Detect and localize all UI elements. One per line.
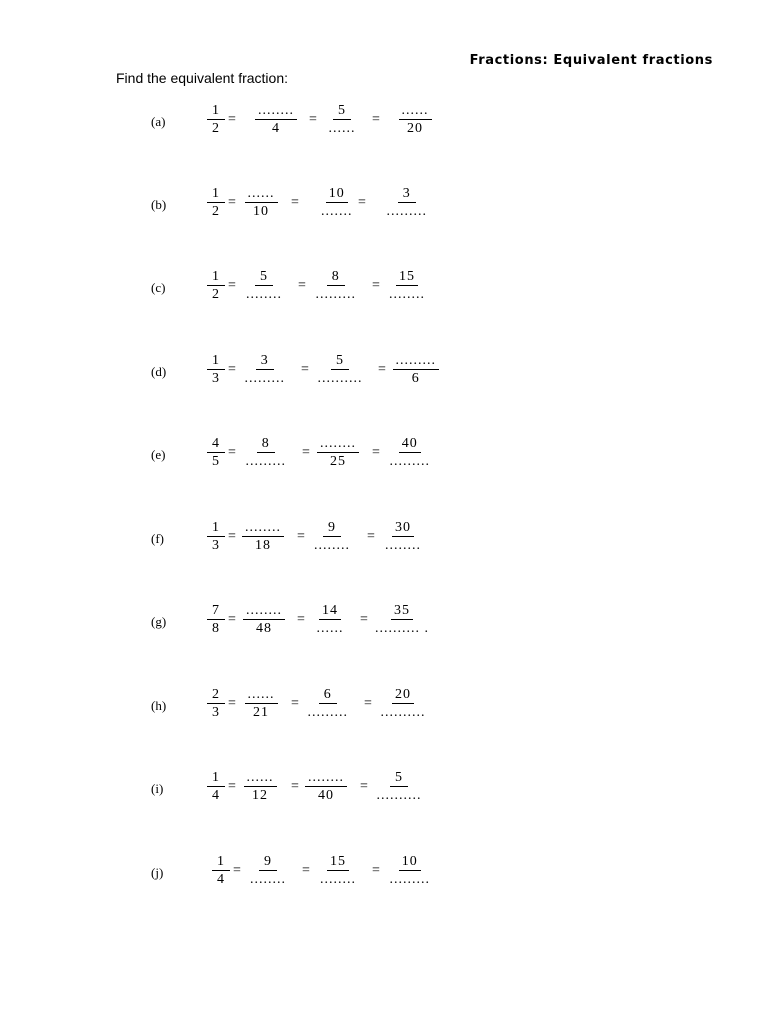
denominator[interactable]: ........	[389, 287, 425, 302]
denominator[interactable]: ......	[316, 621, 344, 636]
numerator[interactable]: ......	[245, 185, 278, 203]
denominator[interactable]: .........	[389, 872, 430, 887]
exercise-row	[0, 769, 768, 809]
numerator: 5	[331, 352, 349, 370]
denominator: 4	[272, 121, 280, 136]
numerator: 15	[327, 853, 349, 871]
equivalent-fraction	[378, 686, 429, 721]
worksheet-title: Fractions: Equivalent fractions	[469, 53, 713, 68]
numerator: 2	[207, 686, 225, 704]
equivalent-fraction	[247, 853, 289, 888]
exercise-label: (b)	[151, 197, 167, 212]
equivalent-fraction	[245, 185, 278, 220]
equals-sign: =	[360, 779, 368, 794]
exercise-row	[0, 435, 768, 475]
equals-sign: =	[372, 278, 380, 293]
denominator: 6	[411, 371, 420, 386]
numerator: 30	[392, 519, 414, 537]
numerator: 1	[207, 268, 225, 286]
equals-sign: =	[372, 445, 380, 460]
numerator: 9	[259, 853, 277, 871]
equals-sign: =	[228, 195, 236, 210]
given-fraction	[207, 352, 225, 387]
equals-sign: =	[298, 278, 306, 293]
equals-sign: =	[378, 362, 386, 377]
given-fraction	[207, 268, 225, 303]
denominator: 4	[217, 872, 225, 887]
equals-sign: =	[372, 112, 380, 127]
denominator: 3	[212, 538, 220, 553]
equals-sign: =	[228, 362, 236, 377]
given-fraction	[207, 435, 225, 470]
denominator: 2	[212, 287, 220, 302]
equals-sign: =	[358, 195, 366, 210]
equivalent-fraction	[243, 268, 285, 303]
denominator[interactable]: .........	[244, 371, 285, 386]
numerator: 4	[207, 435, 225, 453]
numerator[interactable]: ........	[242, 519, 284, 537]
exercise-row	[0, 185, 768, 225]
numerator: 1	[207, 185, 225, 203]
denominator: 3	[212, 705, 220, 720]
denominator[interactable]: ..........	[376, 788, 422, 803]
denominator: 3	[212, 371, 220, 386]
denominator[interactable]: .........	[389, 454, 430, 469]
numerator: 8	[327, 268, 345, 286]
denominator: 12	[252, 788, 268, 803]
numerator: 40	[399, 435, 421, 453]
numerator: 3	[398, 185, 416, 203]
equivalent-fraction	[305, 769, 347, 804]
denominator: 40	[318, 788, 334, 803]
numerator: 20	[392, 686, 414, 704]
exercise-row	[0, 853, 768, 893]
denominator: 21	[253, 705, 269, 720]
equivalent-fraction	[315, 352, 366, 387]
equals-sign: =	[309, 112, 317, 127]
numerator: 35	[391, 602, 413, 620]
instruction-text: Find the equivalent fraction:	[116, 70, 288, 86]
equivalent-fraction	[318, 185, 356, 220]
exercise-label: (j)	[151, 865, 164, 880]
given-fraction	[207, 769, 225, 804]
equivalent-fraction	[243, 435, 290, 470]
numerator: 15	[396, 268, 418, 286]
equals-sign: =	[228, 445, 236, 460]
numerator: 5	[255, 268, 273, 286]
equivalent-fraction	[244, 769, 277, 804]
equals-sign: =	[291, 195, 299, 210]
exercise-label: (a)	[151, 114, 166, 129]
denominator[interactable]: .........	[307, 705, 348, 720]
denominator: 18	[255, 538, 271, 553]
numerator[interactable]: ........	[255, 102, 297, 120]
exercise-label: (g)	[151, 614, 167, 629]
given-fraction	[212, 853, 230, 888]
equivalent-fraction	[374, 769, 425, 804]
numerator[interactable]: ........	[305, 769, 347, 787]
given-fraction	[207, 519, 225, 554]
equals-sign: =	[228, 529, 236, 544]
numerator: 10	[399, 853, 421, 871]
denominator: 2	[212, 121, 220, 136]
denominator[interactable]: ........	[314, 538, 350, 553]
numerator: 8	[257, 435, 275, 453]
exercise-row	[0, 268, 768, 308]
numerator: 3	[256, 352, 274, 370]
equivalent-fraction	[317, 853, 359, 888]
equivalent-fraction	[399, 102, 432, 137]
equivalent-fraction	[387, 853, 434, 888]
exercise-row	[0, 352, 768, 392]
numerator: 1	[207, 769, 225, 787]
numerator: 5	[333, 102, 351, 120]
equivalent-fraction	[386, 268, 428, 303]
given-fraction	[207, 102, 225, 137]
numerator: 1	[207, 352, 225, 370]
equals-sign: =	[364, 696, 372, 711]
equivalent-fraction	[242, 519, 284, 554]
denominator[interactable]: ........	[250, 872, 286, 887]
exercise-row	[0, 102, 768, 142]
numerator[interactable]: ........	[317, 435, 359, 453]
numerator[interactable]: ......	[399, 102, 432, 120]
equivalent-fraction	[384, 185, 431, 220]
denominator: 10	[253, 204, 269, 219]
denominator: 8	[212, 621, 220, 636]
equals-sign: =	[302, 863, 310, 878]
exercise-label: (d)	[151, 364, 167, 379]
equivalent-fraction	[317, 435, 359, 470]
equivalent-fraction	[314, 602, 347, 637]
denominator[interactable]: ........	[320, 872, 356, 887]
exercise-label: (f)	[151, 531, 164, 546]
equals-sign: =	[228, 696, 236, 711]
numerator: 7	[207, 602, 225, 620]
exercise-row	[0, 519, 768, 559]
denominator[interactable]: ..........	[380, 705, 426, 720]
equivalent-fraction	[372, 602, 432, 637]
equals-sign: =	[228, 779, 236, 794]
equals-sign: =	[233, 863, 241, 878]
equals-sign: =	[228, 612, 236, 627]
equals-sign: =	[360, 612, 368, 627]
equals-sign: =	[291, 779, 299, 794]
denominator: 48	[256, 621, 272, 636]
equals-sign: =	[228, 278, 236, 293]
denominator[interactable]: ........	[246, 287, 282, 302]
exercise-label: (e)	[151, 447, 166, 462]
denominator[interactable]: .........	[315, 287, 356, 302]
denominator[interactable]: .........	[386, 204, 427, 219]
given-fraction	[207, 686, 225, 721]
denominator[interactable]: ..........	[317, 371, 363, 386]
numerator: 5	[390, 769, 408, 787]
denominator[interactable]: .........	[245, 454, 286, 469]
equals-sign: =	[297, 612, 305, 627]
denominator[interactable]: .......	[321, 204, 353, 219]
equals-sign: =	[228, 112, 236, 127]
numerator: 6	[319, 686, 337, 704]
equivalent-fraction	[313, 268, 360, 303]
equivalent-fraction	[326, 102, 359, 137]
numerator: 10	[326, 185, 348, 203]
numerator: 1	[207, 102, 225, 120]
equals-sign: =	[301, 362, 309, 377]
equivalent-fraction	[255, 102, 297, 137]
denominator[interactable]: .......... .	[375, 621, 429, 636]
equivalent-fraction	[311, 519, 353, 554]
equivalent-fraction	[382, 519, 424, 554]
given-fraction	[207, 602, 225, 637]
exercise-label: (i)	[151, 781, 164, 796]
equals-sign: =	[302, 445, 310, 460]
equivalent-fraction	[243, 602, 285, 637]
equals-sign: =	[297, 529, 305, 544]
numerator: 1	[207, 519, 225, 537]
denominator: 20	[407, 121, 423, 136]
equals-sign: =	[291, 696, 299, 711]
exercise-row	[0, 686, 768, 726]
exercise-row	[0, 602, 768, 642]
equivalent-fraction	[245, 686, 278, 721]
denominator: 25	[330, 454, 346, 469]
given-fraction	[207, 185, 225, 220]
numerator: 9	[323, 519, 341, 537]
equals-sign: =	[372, 863, 380, 878]
equivalent-fraction	[387, 435, 434, 470]
numerator[interactable]: .........	[393, 352, 440, 370]
equivalent-fraction	[305, 686, 352, 721]
equals-sign: =	[367, 529, 375, 544]
numerator[interactable]: ......	[245, 686, 278, 704]
denominator[interactable]: ......	[328, 121, 356, 136]
denominator: 5	[212, 454, 220, 469]
numerator[interactable]: ........	[243, 602, 285, 620]
denominator[interactable]: ........	[385, 538, 421, 553]
exercise-label: (h)	[151, 698, 167, 713]
numerator: 14	[319, 602, 341, 620]
equivalent-fraction	[393, 352, 440, 387]
numerator: 1	[212, 853, 230, 871]
equivalent-fraction	[242, 352, 289, 387]
denominator: 2	[212, 204, 220, 219]
denominator: 4	[212, 788, 220, 803]
numerator[interactable]: ......	[244, 769, 277, 787]
exercise-label: (c)	[151, 280, 166, 295]
